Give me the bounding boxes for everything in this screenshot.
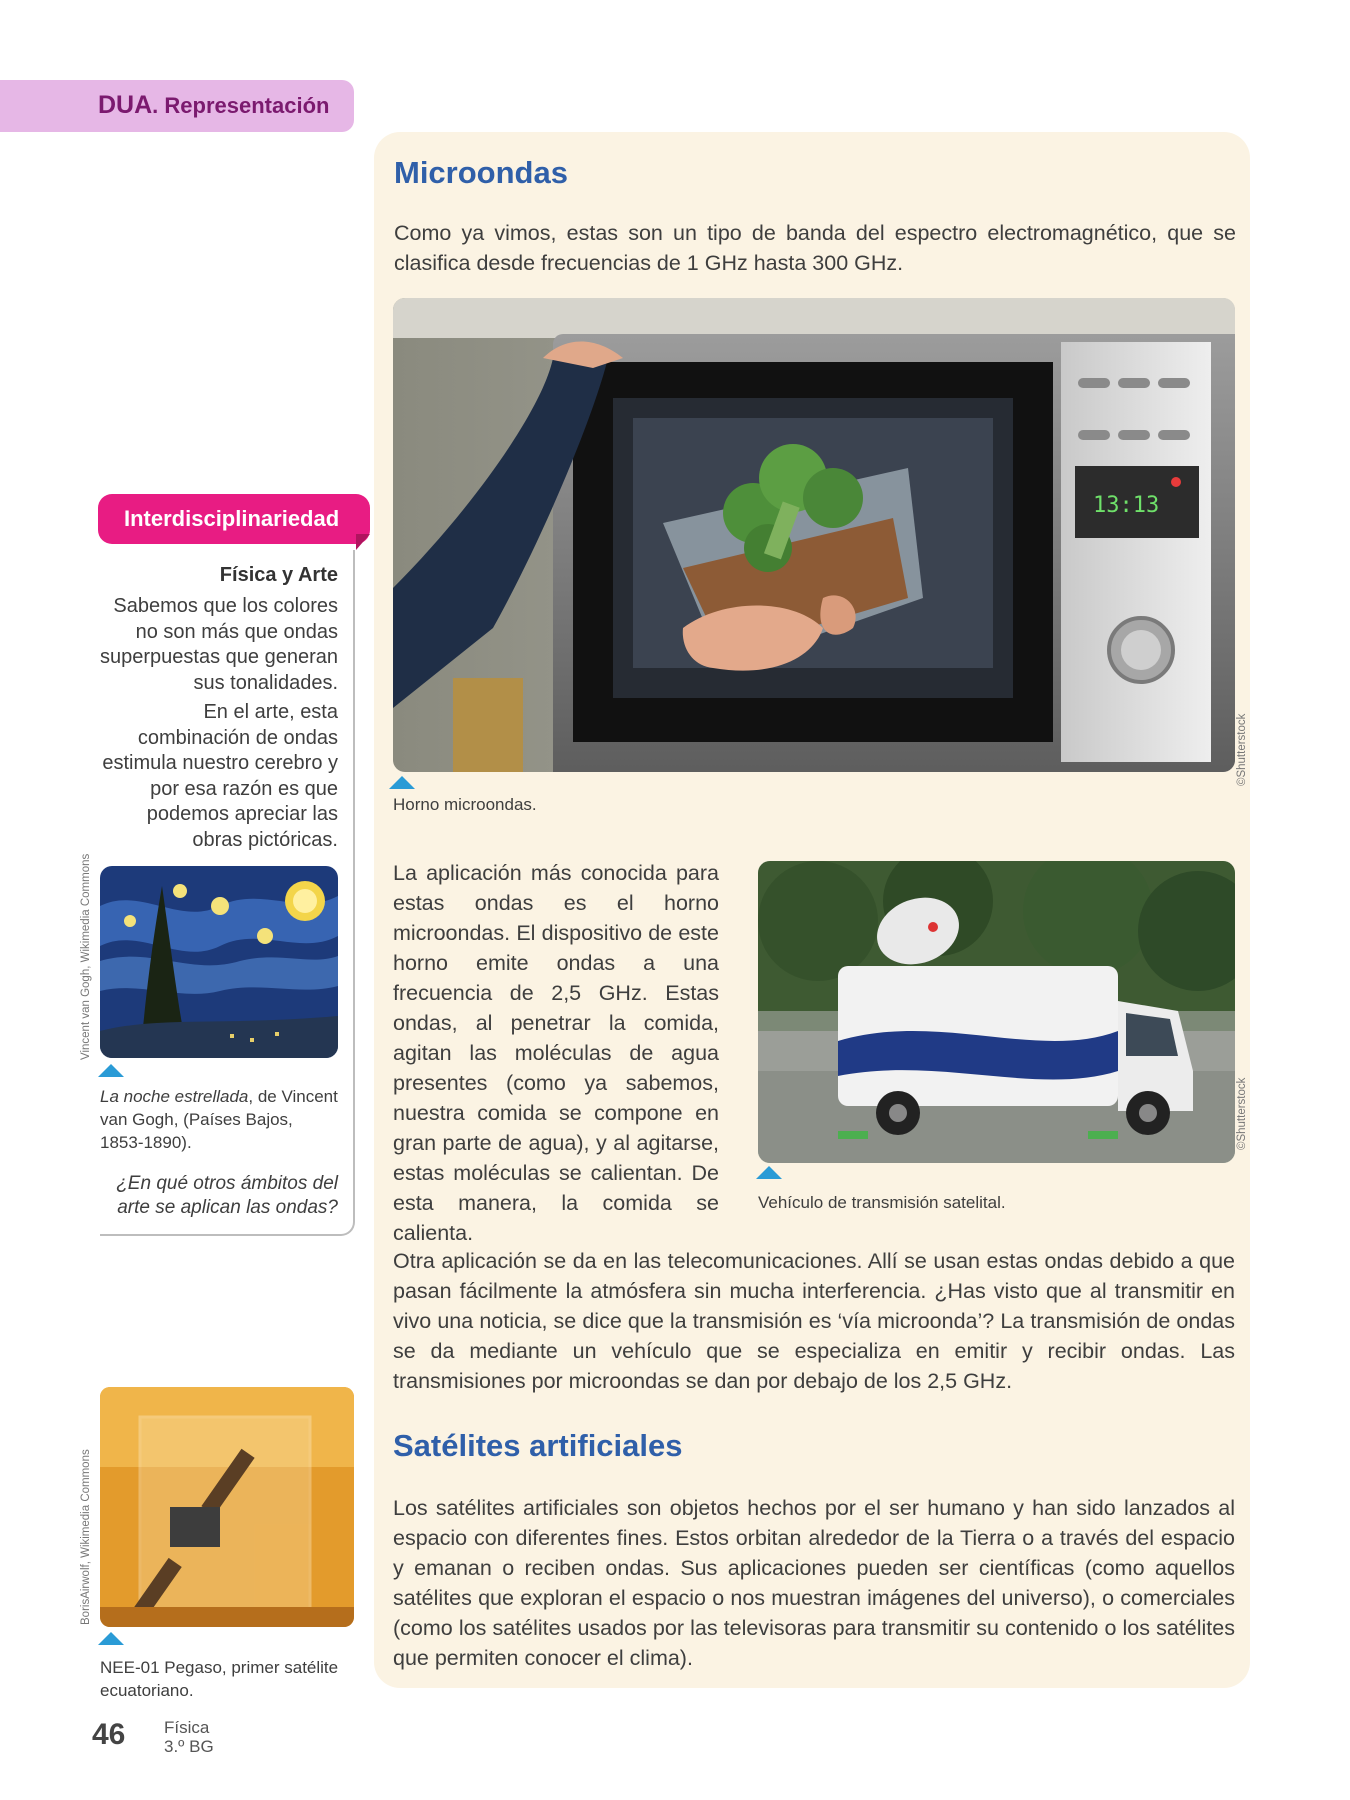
caption-marker-icon: [756, 1166, 782, 1179]
interdisciplinariedad-paragraph-1: Sabemos que los colores no son más que ondas superpuestas que generan sus tonalidades.: [100, 595, 338, 694]
interdisciplinariedad-question: ¿En qué otros ámbitos del arte se aplican las ondas?: [116, 1173, 338, 1218]
microwave-photo-credit: ©Shutterstock: [1236, 713, 1248, 786]
footer-subject: Física 3.º BG: [164, 1718, 214, 1756]
interdisciplinariedad-label: Interdisciplinariedad: [124, 506, 340, 531]
painting-credit: Vincent van Gogh, Wikimedia Commons: [80, 853, 92, 1060]
dua-label: DUA. Representación: [98, 91, 330, 119]
van-photo-caption: Vehículo de transmisión satelital.: [758, 1193, 1006, 1212]
van-photo-credit: ©Shutterstock: [1236, 1077, 1248, 1150]
caption-marker-icon: [98, 1064, 124, 1077]
microwave-display: 13:13: [1093, 493, 1160, 518]
caption-marker-icon: [98, 1632, 124, 1645]
painting-caption: La noche estrellada, de Vincent van Gogh, (Países Bajos, 1853-1890).: [100, 1087, 338, 1152]
satellite-van-photo: [758, 861, 1235, 1163]
starry-night-painting: [100, 866, 338, 1058]
microondas-intro: Como ya vimos, estas son un tipo de banda del espectro electromagnético, que se clasifica desde frecuencias de 1 GHz hasta 300 GHz.: [394, 221, 1236, 275]
tab-fold: [356, 534, 370, 550]
pegaso-caption: NEE-01 Pegaso, primer satélite ecuatoriano.: [100, 1658, 339, 1700]
microondas-telecom-paragraph: Otra aplicación se da en las telecomunicaciones. Allí se usan estas ondas debido a que pasan fácilmente la atmósfera sin mucha interferencia. ¿Has visto que al transmitir en vivo una noticia, se dice que la transmisión es ‘vía microonda’? La transmisión de ondas se da mediante un vehículo que se especializa en emitir y recibir ondas. Las transmisiones por microondas se dan por debajo de los 2,5 GHz.: [393, 1249, 1235, 1393]
pegaso-satellite-photo: [100, 1387, 354, 1627]
page-number: 46: [92, 1718, 126, 1751]
microwave-photo: [393, 298, 1235, 772]
microwave-photo-caption: Horno microondas.: [393, 795, 537, 814]
microondas-application-paragraph: La aplicación más conocida para estas ondas es el horno microondas. El dispositivo de este horno emite ondas a una frecuencia de 2,5 GHz. Estas ondas, al penetrar la comida, agitan las moléculas de agua presentes (como ya sabemos, nuestra comida se compone en gran parte de agua), y al agitarse, estas moléculas se calientan. De esta manera, la comida se calienta.: [393, 861, 719, 1245]
satelites-paragraph: Los satélites artificiales son objetos hechos por el ser humano y han sido lanzados al espacio con diferentes fines. Estos orbitan alrededor de la Tierra o a través del espacio y emanan o reciben ondas. Sus aplicaciones pueden ser científicas (como aquellos satélites que exploran el espacio o nos muestran imágenes del universo), o comerciales (como los satélites usados por las televisoras para transmitir su contenido o los satélites que permiten conocer el clima).: [393, 1496, 1235, 1670]
interdisciplinariedad-paragraph-2: En el arte, esta combinación de ondas estimula nuestro cerebro y por esa razón es que podemos apreciar las obras pictóricas.: [102, 701, 338, 851]
interdisciplinariedad-subtitle: Física y Arte: [219, 564, 338, 586]
caption-marker-icon: [389, 776, 415, 789]
pegaso-credit: BorisAirwolf, Wikimedia Commons: [80, 1449, 92, 1625]
section-title-microondas: Microondas: [394, 155, 568, 190]
section-title-satelites: Satélites artificiales: [393, 1428, 683, 1463]
